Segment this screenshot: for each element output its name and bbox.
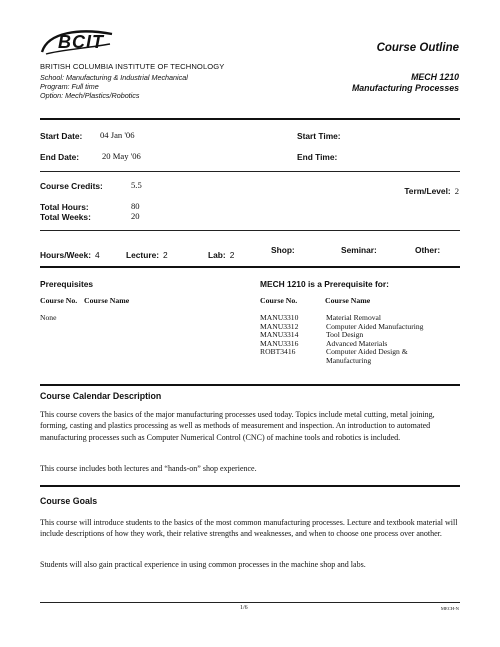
logo-text: BCIT <box>58 32 104 52</box>
document-title: Course Outline <box>376 42 459 54</box>
prereq-for-col-name: Course Name <box>325 296 371 305</box>
course-title: Tool Design <box>326 330 364 340</box>
shop-label: Shop: <box>271 245 295 255</box>
institute-name: BRITISH COLUMBIA INSTITUTE OF TECHNOLOGY <box>40 62 225 71</box>
course-no: MANU3314 <box>260 330 299 340</box>
prereq-row-none: None <box>40 313 57 322</box>
prereq-col-no: Course No. <box>40 296 78 305</box>
goals-paragraph-2: Students will also gain practical experience in using common processes in the machine shop and labs. <box>40 560 366 569</box>
lecture-label: Lecture: <box>126 250 160 260</box>
start-date-value: 04 Jan '06 <box>100 130 135 140</box>
footer-divider <box>40 602 460 603</box>
course-title: Computer Aided Manufacturing <box>326 321 424 331</box>
credits-value: 5.5 <box>131 180 142 190</box>
end-time-label: End Time: <box>297 152 338 162</box>
total-hours-value: 80 <box>131 201 140 211</box>
hours-week-value: 4 <box>95 250 100 260</box>
term-level <box>404 181 459 199</box>
calendar-paragraph-1: This course covers the basics of the major manufacturing processes used today. Topics include metal cutting, metal joining, forming, casting and plastics processing as well as methods of measurement and inspection. An introduction to automated manufacturing processes such as Computer Numerical Control (CNC) of machine tools and robotics is included. <box>40 410 435 442</box>
goals-paragraph-1: This course will introduce students to the basics of the most common manufacturing processes. Lecture and textbook material will include descriptions of how they work, their relative strengths and weaknesses, and when to choose one process over another. <box>40 518 458 539</box>
lecture-hours <box>126 245 168 263</box>
dates-divider <box>40 171 460 172</box>
table-row <box>260 348 460 365</box>
school-line: School: Manufacturing & Industrial Mechanical <box>40 73 188 82</box>
course-no: MANU3316 <box>260 338 299 348</box>
other-label: Other: <box>415 245 441 255</box>
prerequisites-divider <box>40 384 460 386</box>
course-no: ROBT3416 <box>260 347 296 357</box>
start-time-label: Start Time: <box>297 131 341 141</box>
total-weeks-value: 20 <box>131 211 140 221</box>
course-code: MECH 1210 <box>411 72 459 82</box>
total-weeks-label: Total Weeks: <box>40 212 91 222</box>
footer-code: MECH-N <box>440 606 459 611</box>
option-line: Option: Mech/Plastics/Robotics <box>40 91 140 100</box>
bcit-logo <box>40 26 114 56</box>
end-date-value: 20 May '06 <box>102 151 141 161</box>
course-title: Material Removal <box>326 313 382 322</box>
lecture-value: 2 <box>163 250 168 260</box>
course-name: Manufacturing Processes <box>351 83 459 93</box>
course-no: MANU3310 <box>260 313 299 322</box>
prereq-for-title: MECH 1210 is a Prerequisite for: <box>260 279 389 289</box>
term-value: 2 <box>454 186 459 196</box>
credits-divider <box>40 230 460 231</box>
program-line: Program: Full time <box>40 82 99 91</box>
calendar-divider <box>40 485 460 487</box>
term-label: Term/Level: <box>404 186 451 196</box>
total-hours-label: Total Hours: <box>40 202 89 212</box>
prereq-for-col-no: Course No. <box>260 296 298 305</box>
hours-per-week <box>40 245 100 263</box>
start-date-label: Start Date: <box>40 131 83 141</box>
seminar-label: Seminar: <box>341 245 377 255</box>
course-no: MANU3312 <box>260 321 299 331</box>
hours-divider <box>40 266 460 268</box>
end-date-label: End Date: <box>40 152 80 162</box>
lab-label: Lab: <box>208 250 226 260</box>
header-divider <box>40 118 460 120</box>
calendar-title: Course Calendar Description <box>40 391 162 401</box>
course-title: Computer Aided Design & Manufacturing <box>326 347 408 365</box>
credits-label: Course Credits: <box>40 181 103 191</box>
prereq-col-name: Course Name <box>84 296 130 305</box>
lab-value: 2 <box>229 250 235 260</box>
goals-title: Course Goals <box>40 496 98 506</box>
prerequisites-title: Prerequisites <box>40 279 94 289</box>
calendar-paragraph-2: This course includes both lectures and “hands-on” shop experience. <box>40 464 257 473</box>
course-title: Advanced Materials <box>326 338 388 348</box>
hours-week-label: Hours/Week: <box>40 250 92 260</box>
prereq-for-table <box>260 314 460 366</box>
lab-hours <box>208 245 234 263</box>
page-number: 1/6 <box>240 605 248 611</box>
